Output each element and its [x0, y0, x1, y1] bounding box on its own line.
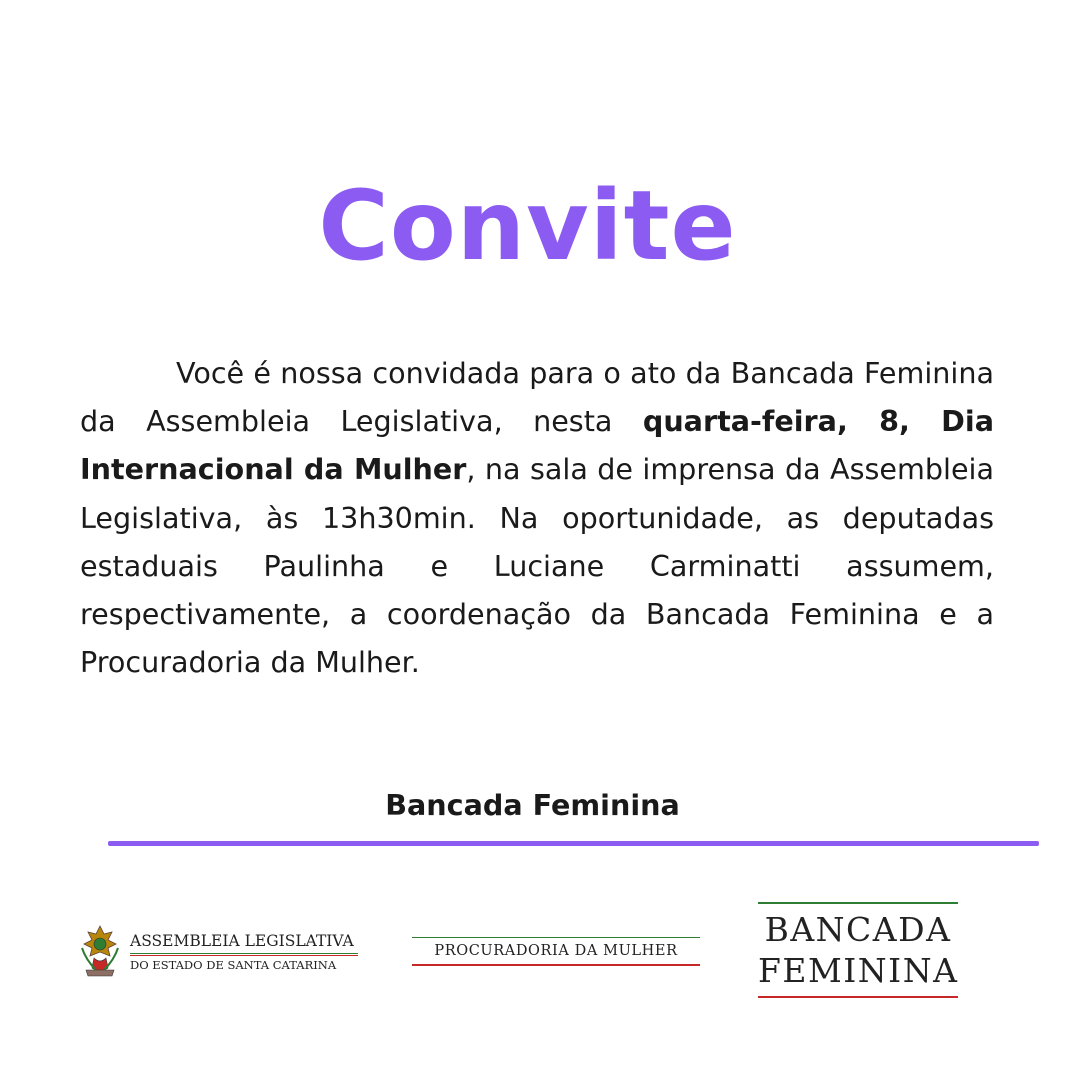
alesc-flag-rule	[130, 953, 358, 956]
bancada-bottom-rule	[758, 996, 958, 998]
invitation-title: Convite	[318, 170, 737, 282]
body-text-date: quarta-feira, 8, Dia Internacional da Mulher	[80, 404, 994, 487]
bancada-logo-line1: BANCADA	[764, 910, 952, 949]
bancada-logo-line2: FEMININA	[758, 951, 959, 990]
alesc-state: DO ESTADO DE SANTA CATARINA	[130, 958, 337, 972]
signature: Bancada Feminina	[385, 788, 680, 822]
state-coat-of-arms-icon	[76, 924, 124, 978]
bancada-top-rule	[758, 902, 958, 904]
procuradoria-top-rule	[412, 937, 700, 938]
alesc-name: ASSEMBLEIA LEGISLATIVA	[130, 932, 354, 950]
body-text-part1: Você é nossa convidada para o ato da Bancada Feminina da Assembleia Legislativa, nesta	[80, 356, 994, 439]
bancada-logo	[758, 902, 958, 1000]
body-text-part2: , na sala de imprensa da Assembleia Legislativa, às 13h30min. Na oportunidade, as deputadas estaduais Paulinha e Luciane Carminatti assumem, respectivamente, a coordenação da Bancada Feminina e a Procuradoria da Mulher.	[80, 452, 995, 680]
procuradoria-logo	[412, 937, 700, 967]
divider	[108, 841, 1039, 846]
procuradoria-bottom-rule	[412, 964, 700, 966]
alesc-logo	[76, 924, 366, 980]
invitation-body	[80, 349, 994, 686]
procuradoria-name: PROCURADORIA DA MULHER	[434, 943, 678, 959]
